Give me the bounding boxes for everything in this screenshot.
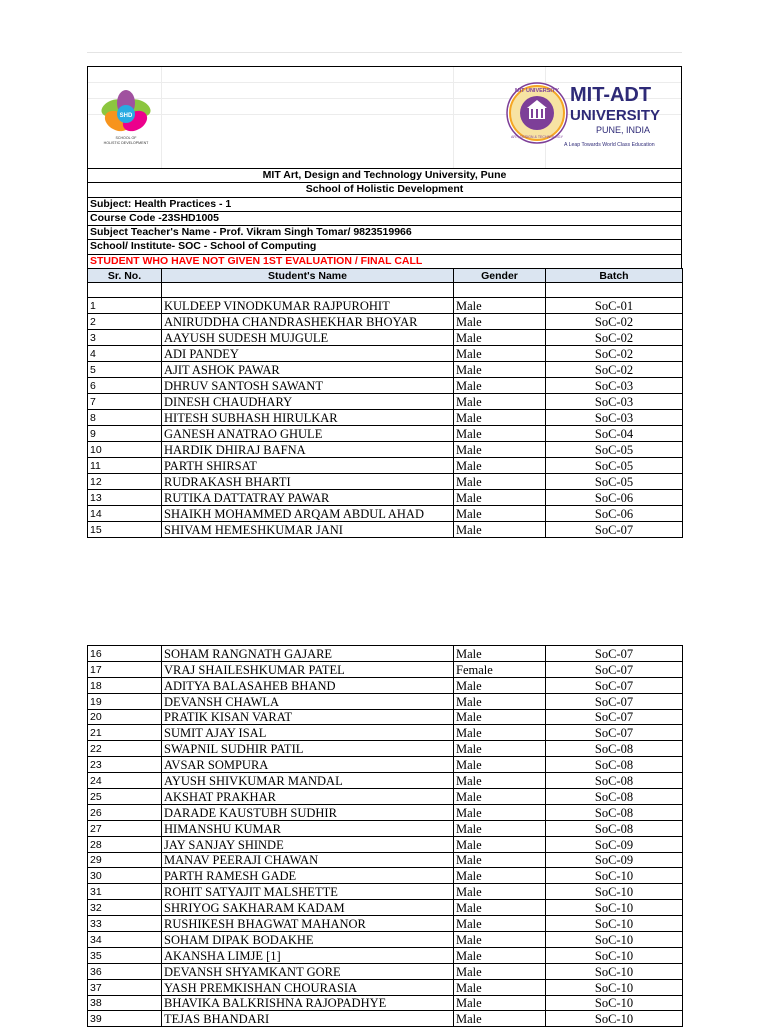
- cell-batch: SoC-09: [546, 852, 683, 868]
- cell-batch: SoC-10: [546, 868, 683, 884]
- cell-sr-no: 27: [88, 820, 162, 836]
- cell-sr-no: 6: [88, 378, 162, 394]
- cell-batch: SoC-08: [546, 741, 683, 757]
- cell-batch: SoC-05: [546, 474, 683, 490]
- cell-sr-no: 37: [88, 979, 162, 995]
- cell-batch: SoC-08: [546, 789, 683, 805]
- brand-location: PUNE, INDIA: [595, 125, 651, 135]
- cell-batch: SoC-02: [546, 362, 683, 378]
- cell-batch: SoC-10: [546, 916, 683, 932]
- cell-student-name: SWAPNIL SUDHIR PATIL: [162, 741, 454, 757]
- cell-gender: Male: [454, 725, 546, 741]
- cell-student-name: DARADE KAUSTUBH SUDHIR: [162, 804, 454, 820]
- cell-gender: Male: [454, 646, 546, 662]
- cell-sr-no: 24: [88, 773, 162, 789]
- cell-gender: Male: [454, 378, 546, 394]
- cell-student-name: MANAV PEERAJI CHAWAN: [162, 852, 454, 868]
- cell-batch: SoC-02: [546, 346, 683, 362]
- cell-sr-no: 18: [88, 677, 162, 693]
- table-row: [88, 646, 683, 662]
- table-row: [88, 884, 683, 900]
- table-row: [88, 709, 683, 725]
- cell-batch: SoC-10: [546, 995, 683, 1011]
- cell-gender: Male: [454, 757, 546, 773]
- cell-sr-no: 9: [88, 426, 162, 442]
- table-row: [88, 932, 683, 948]
- cell-student-name: ADI PANDEY: [162, 346, 454, 362]
- header-logo-band: [87, 66, 682, 168]
- cell-gender: Male: [454, 1011, 546, 1027]
- table-row: [88, 836, 683, 852]
- cell-gender: Male: [454, 677, 546, 693]
- cell-student-name: AVSAR SOMPURA: [162, 757, 454, 773]
- cell-sr-no: 11: [88, 458, 162, 474]
- institute-line: School/ Institute- SOC - School of Computing: [87, 239, 682, 253]
- cell-sr-no: 13: [88, 490, 162, 506]
- table-row: [88, 410, 683, 426]
- shd-caption-line2: HOLISTIC DEVELOPMENT: [103, 141, 149, 145]
- cell-student-name: AKSHAT PRAKHAR: [162, 789, 454, 805]
- cell-sr-no: 20: [88, 709, 162, 725]
- cell-student-name: RUSHIKESH BHAGWAT MAHANOR: [162, 916, 454, 932]
- cell-batch: SoC-10: [546, 884, 683, 900]
- cell-sr-no: 25: [88, 789, 162, 805]
- cell-gender: Male: [454, 804, 546, 820]
- cell-gender: Male: [454, 410, 546, 426]
- cell-gender: Male: [454, 789, 546, 805]
- cell-sr-no: 38: [88, 995, 162, 1011]
- table-row: [88, 963, 683, 979]
- table-row: [88, 916, 683, 932]
- cell-sr-no: 4: [88, 346, 162, 362]
- cell-gender: Male: [454, 852, 546, 868]
- cell-student-name: SHAIKH MOHAMMED ARQAM ABDUL AHAD: [162, 506, 454, 522]
- cell-batch: SoC-07: [546, 522, 683, 538]
- cell-gender: Male: [454, 522, 546, 538]
- cell-batch: SoC-06: [546, 490, 683, 506]
- table-row: [88, 314, 683, 330]
- cell-student-name: DINESH CHAUDHARY: [162, 394, 454, 410]
- final-call-notice: STUDENT WHO HAVE NOT GIVEN 1ST EVALUATION / FINAL CALL: [87, 254, 682, 268]
- cell-gender: Male: [454, 916, 546, 932]
- cell-student-name: TEJAS BHANDARI: [162, 1011, 454, 1027]
- cell-gender: Male: [454, 773, 546, 789]
- cell-student-name: JAY SANJAY SHINDE: [162, 836, 454, 852]
- cell-batch: SoC-02: [546, 314, 683, 330]
- table-row: [88, 804, 683, 820]
- cell-batch: SoC-10: [546, 947, 683, 963]
- cell-sr-no: 23: [88, 757, 162, 773]
- cell-batch: SoC-01: [546, 298, 683, 314]
- cell-batch: SoC-03: [546, 410, 683, 426]
- cell-batch: SoC-03: [546, 378, 683, 394]
- cell-sr-no: 10: [88, 442, 162, 458]
- cell-sr-no: 31: [88, 884, 162, 900]
- seal-text: MIT UNIVERSITY: [514, 88, 560, 94]
- cell-sr-no: 5: [88, 362, 162, 378]
- table-row: [88, 868, 683, 884]
- cell-batch: SoC-08: [546, 757, 683, 773]
- cell-gender: Male: [454, 362, 546, 378]
- cell-student-name: ROHIT SATYAJIT MALSHETTE: [162, 884, 454, 900]
- cell-sr-no: 3: [88, 330, 162, 346]
- cell-gender: Male: [454, 298, 546, 314]
- cell-gender: Male: [454, 314, 546, 330]
- university-name: MIT Art, Design and Technology University, Pune: [87, 168, 682, 182]
- cell-batch: SoC-04: [546, 426, 683, 442]
- cell-batch: SoC-03: [546, 394, 683, 410]
- cell-sr-no: 8: [88, 410, 162, 426]
- cell-gender: Male: [454, 963, 546, 979]
- table-row: [88, 522, 683, 538]
- table-row: [88, 995, 683, 1011]
- teacher-line: Subject Teacher's Name - Prof. Vikram Singh Tomar/ 9823519966: [87, 225, 682, 239]
- column-header-name: Student's Name: [162, 269, 454, 283]
- cell-sr-no: 32: [88, 900, 162, 916]
- cell-batch: SoC-07: [546, 646, 683, 662]
- cell-batch: SoC-10: [546, 932, 683, 948]
- table-row: [88, 394, 683, 410]
- cell-sr-no: 7: [88, 394, 162, 410]
- shd-caption-line1: SCHOOL OF: [115, 136, 137, 140]
- cell-sr-no: 16: [88, 646, 162, 662]
- cell-batch: SoC-06: [546, 506, 683, 522]
- cell-student-name: DEVANSH SHYAMKANT GORE: [162, 963, 454, 979]
- cell-batch: SoC-09: [546, 836, 683, 852]
- cell-student-name: SOHAM RANGNATH GAJARE: [162, 646, 454, 662]
- cell-student-name: AYUSH SHIVKUMAR MANDAL: [162, 773, 454, 789]
- table-row: [88, 661, 683, 677]
- cell-gender: Male: [454, 474, 546, 490]
- cell-sr-no: 33: [88, 916, 162, 932]
- cell-batch: SoC-05: [546, 442, 683, 458]
- cell-batch: SoC-10: [546, 900, 683, 916]
- cell-gender: Male: [454, 442, 546, 458]
- cell-student-name: YASH PREMKISHAN CHOURASIA: [162, 979, 454, 995]
- shd-logo: [93, 81, 159, 151]
- table-row: [88, 820, 683, 836]
- cell-student-name: KULDEEP VINODKUMAR RAJPUROHIT: [162, 298, 454, 314]
- table-row: [88, 852, 683, 868]
- cell-gender: Male: [454, 932, 546, 948]
- cell-gender: Male: [454, 458, 546, 474]
- university-seal-icon: [505, 81, 667, 151]
- cell-sr-no: 22: [88, 741, 162, 757]
- brand-title: MIT-ADT: [570, 84, 652, 106]
- cell-batch: SoC-07: [546, 709, 683, 725]
- cell-gender: Male: [454, 506, 546, 522]
- cell-gender: Male: [454, 330, 546, 346]
- cell-sr-no: 35: [88, 947, 162, 963]
- seal-subtext: ART, DESIGN & TECHNOLOGY: [511, 135, 563, 139]
- table-row: [88, 506, 683, 522]
- cell-student-name: HIMANSHU KUMAR: [162, 820, 454, 836]
- cell-student-name: SUMIT AJAY ISAL: [162, 725, 454, 741]
- cell-batch: SoC-07: [546, 725, 683, 741]
- table-row: [88, 442, 683, 458]
- page-top-rule: [87, 52, 682, 53]
- table-row: [88, 362, 683, 378]
- cell-gender: Male: [454, 947, 546, 963]
- cell-sr-no: 34: [88, 932, 162, 948]
- cell-gender: Male: [454, 836, 546, 852]
- table-row: [88, 378, 683, 394]
- sheet-page-1: [87, 66, 682, 538]
- cell-student-name: RUDRAKASH BHARTI: [162, 474, 454, 490]
- cell-batch: SoC-08: [546, 820, 683, 836]
- cell-sr-no: 29: [88, 852, 162, 868]
- cell-gender: Male: [454, 979, 546, 995]
- cell-batch: SoC-10: [546, 1011, 683, 1027]
- table-row: [88, 725, 683, 741]
- shd-badge-text: SHD: [119, 113, 133, 119]
- cell-sr-no: 2: [88, 314, 162, 330]
- cell-student-name: PARTH RAMESH GADE: [162, 868, 454, 884]
- cell-gender: Male: [454, 709, 546, 725]
- column-header-batch: Batch: [546, 269, 683, 283]
- cell-gender: Male: [454, 995, 546, 1011]
- table-row: [88, 773, 683, 789]
- cell-batch: SoC-02: [546, 330, 683, 346]
- table-row: [88, 490, 683, 506]
- cell-student-name: HARDIK DHIRAJ BAFNA: [162, 442, 454, 458]
- table-row: [88, 330, 683, 346]
- cell-student-name: RUTIKA DATTATRAY PAWAR: [162, 490, 454, 506]
- cell-student-name: GANESH ANATRAO GHULE: [162, 426, 454, 442]
- cell-sr-no: 36: [88, 963, 162, 979]
- cell-gender: Male: [454, 884, 546, 900]
- cell-batch: SoC-10: [546, 963, 683, 979]
- cell-batch: SoC-10: [546, 979, 683, 995]
- cell-student-name: PARTH SHIRSAT: [162, 458, 454, 474]
- table-row: [88, 789, 683, 805]
- table-row: [88, 757, 683, 773]
- table-row: [88, 741, 683, 757]
- table-row: [88, 458, 683, 474]
- cell-batch: SoC-07: [546, 693, 683, 709]
- mit-adt-logo: [505, 81, 667, 151]
- brand-subtitle: UNIVERSITY: [570, 107, 661, 124]
- cell-student-name: DEVANSH CHAWLA: [162, 693, 454, 709]
- cell-gender: Male: [454, 490, 546, 506]
- cell-sr-no: 19: [88, 693, 162, 709]
- student-table-page-2: [87, 645, 683, 1027]
- cell-student-name: BHAVIKA BALKRISHNA RAJOPADHYE: [162, 995, 454, 1011]
- cell-student-name: PRATIK KISAN VARAT: [162, 709, 454, 725]
- cell-student-name: SOHAM DIPAK BODAKHE: [162, 932, 454, 948]
- cell-student-name: HITESH SUBHASH HIRULKAR: [162, 410, 454, 426]
- cell-sr-no: 26: [88, 804, 162, 820]
- column-header-gender: Gender: [454, 269, 546, 283]
- cell-gender: Male: [454, 426, 546, 442]
- table-row: [88, 693, 683, 709]
- cell-sr-no: 39: [88, 1011, 162, 1027]
- cell-gender: Male: [454, 394, 546, 410]
- cell-sr-no: 30: [88, 868, 162, 884]
- cell-student-name: SHRIYOG SAKHARAM KADAM: [162, 900, 454, 916]
- lotus-icon: [93, 81, 159, 151]
- cell-student-name: AJIT ASHOK PAWAR: [162, 362, 454, 378]
- blank-row: [88, 283, 683, 298]
- cell-sr-no: 21: [88, 725, 162, 741]
- cell-batch: SoC-08: [546, 804, 683, 820]
- table-row: [88, 474, 683, 490]
- cell-batch: SoC-05: [546, 458, 683, 474]
- table-row: [88, 947, 683, 963]
- school-name: School of Holistic Development: [87, 182, 682, 196]
- cell-gender: Male: [454, 868, 546, 884]
- cell-gender: Male: [454, 900, 546, 916]
- cell-gender: Female: [454, 661, 546, 677]
- cell-student-name: AKANSHA LIMJE [1]: [162, 947, 454, 963]
- cell-batch: SoC-08: [546, 773, 683, 789]
- cell-student-name: AAYUSH SUDESH MUJGULE: [162, 330, 454, 346]
- cell-batch: SoC-07: [546, 677, 683, 693]
- table-header-row: [88, 269, 683, 283]
- table-row: [88, 900, 683, 916]
- table-row: [88, 426, 683, 442]
- cell-sr-no: 15: [88, 522, 162, 538]
- brand-tagline: A Leap Towards World Class Education: [564, 142, 655, 148]
- table-row: [88, 346, 683, 362]
- course-code-line: Course Code -23SHD1005: [87, 211, 682, 225]
- cell-gender: Male: [454, 741, 546, 757]
- cell-sr-no: 28: [88, 836, 162, 852]
- cell-sr-no: 14: [88, 506, 162, 522]
- sheet-page-2: [87, 645, 682, 1027]
- student-table-page-1: [87, 268, 683, 538]
- table-row: [88, 677, 683, 693]
- table-row: [88, 979, 683, 995]
- cell-sr-no: 1: [88, 298, 162, 314]
- cell-student-name: ANIRUDDHA CHANDRASHEKHAR BHOYAR: [162, 314, 454, 330]
- cell-sr-no: 17: [88, 661, 162, 677]
- cell-student-name: DHRUV SANTOSH SAWANT: [162, 378, 454, 394]
- cell-student-name: ADITYA BALASAHEB BHAND: [162, 677, 454, 693]
- cell-student-name: VRAJ SHAILESHKUMAR PATEL: [162, 661, 454, 677]
- cell-student-name: SHIVAM HEMESHKUMAR JANI: [162, 522, 454, 538]
- cell-gender: Male: [454, 820, 546, 836]
- table-row: [88, 1011, 683, 1027]
- cell-batch: SoC-07: [546, 661, 683, 677]
- cell-gender: Male: [454, 346, 546, 362]
- cell-gender: Male: [454, 693, 546, 709]
- subject-line: Subject: Health Practices - 1: [87, 197, 682, 211]
- table-row: [88, 298, 683, 314]
- column-header-sr-no: Sr. No.: [88, 269, 162, 283]
- cell-sr-no: 12: [88, 474, 162, 490]
